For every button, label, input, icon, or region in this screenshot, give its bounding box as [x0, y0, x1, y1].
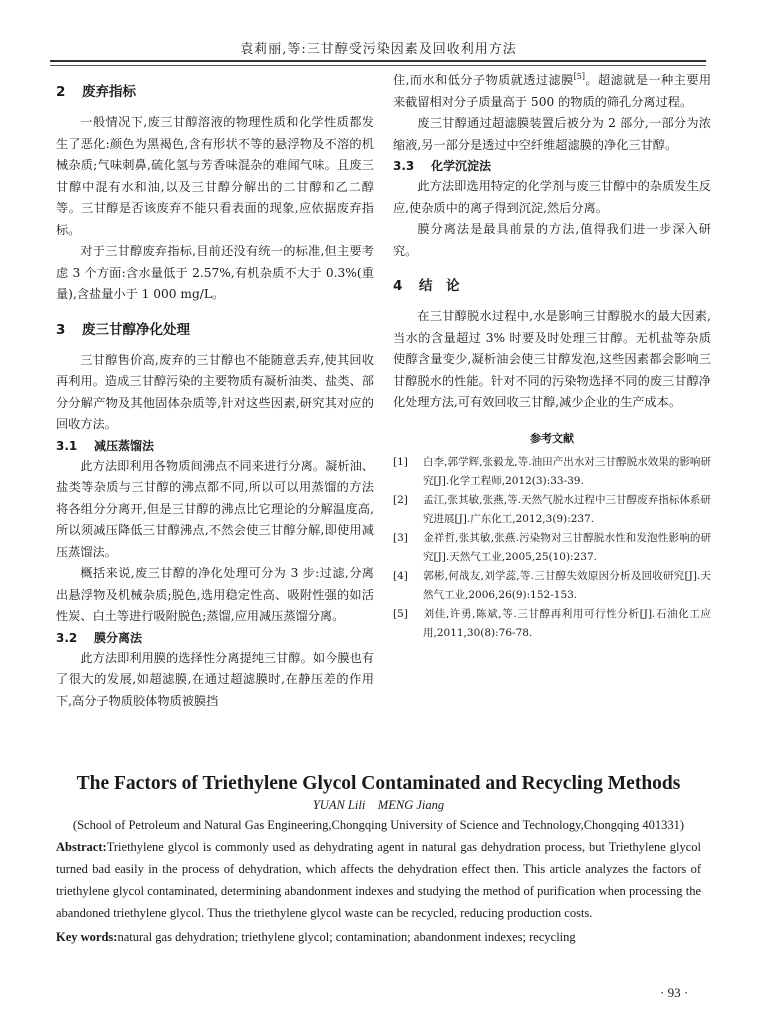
paragraph: 此方法即利用膜的选择性分离提纯三甘醇。如今膜也有了很大的发展,如超滤膜,在通过超滤膜时,在静压差的作用下,高分子物质胶体物质被膜挡: [56, 650, 374, 708]
reference-text: 郭彬,何战友,刘学蕊,等.三甘醇失效原因分析及回收研究[J].天然气工业,2006,26(9):152-153.: [423, 570, 711, 601]
section-number: 3: [56, 321, 66, 338]
reference-item: [393, 567, 711, 605]
section-title: 废三甘醇净化处理: [82, 321, 190, 338]
paragraph: 一般情况下,废三甘醇溶液的物理性质和化学性质都发生了恶化:颜色为黑褐色,含有形状不等的悬浮物及不溶的机械杂质;气味刺鼻,硫化氢与芳香味混杂的难闻气味。且废三甘醇中混有水和油,以及三甘醇分解出的二甘醇和乙二醇等。三甘醇是否该废弃不能只看表面的现象,应依据废弃指标。: [56, 115, 374, 237]
reference-number: [2]: [393, 494, 408, 506]
reference-text: 白李,郭学辉,张毅龙,等.油田产出水对三甘醇脱水效果的影响研究[J].化学工程师,2012(3):33-39.: [423, 456, 711, 487]
english-keywords: [56, 926, 701, 948]
paragraph-text: 。超滤就是一种主要用来截留相对分子质量高于 500 的物质的筛孔分离过程。: [393, 73, 712, 109]
keywords-text: natural gas dehydration; triethylene glycol; contamination; abandonment indexes; recycling: [117, 930, 576, 944]
citation: [5]: [573, 71, 586, 81]
section-number: 3.3: [393, 159, 415, 173]
section-4-heading: [393, 274, 711, 298]
english-title: The Factors of Triethylene Glycol Contaminated and Recycling Methods: [76, 773, 681, 794]
reference-text: 金祥哲,张其敏,张燕.污染物对三甘醇脱水性和发泡性影响的研究[J].天然气工业,2005,25(10):237.: [423, 532, 711, 563]
paragraph: 膜分离法是最具前景的方法,值得我们进一步深入研究。: [393, 222, 711, 258]
paragraph-continued: [393, 70, 711, 113]
section-number: 2: [56, 84, 66, 100]
reference-item: [393, 453, 711, 491]
abstract-text: Triethylene glycol is commonly used as dehydrating agent in natural gas dehydration process, but Triethylene glycol turned bad easily in the process of dehydration, which affects the dehydration effect then. This article analyzes the factors of triethylene glycol contaminated, determining abandonment indexes and studying the method of purification when processing the abandoned triethylene glycol. Thus the triethylene glycol waste can be recycled, reducing production costs.: [56, 840, 701, 920]
reference-text: 孟江,张其敏,张燕,等.天然气脱水过程中三甘醇废弃指标体系研究进展[J].广东化工,2012,3(9):237.: [423, 494, 711, 525]
section-title: 结 论: [419, 278, 460, 294]
english-authors: YUAN Lili MENG Jiang: [312, 798, 445, 812]
section-number: 3.2: [56, 630, 78, 645]
english-abstract-block: [56, 772, 701, 948]
keywords-label: Key words:: [56, 930, 118, 944]
header-rule: [50, 60, 706, 66]
reference-item: [393, 529, 711, 567]
section-title: 化学沉淀法: [431, 159, 492, 173]
reference-item: [393, 605, 711, 643]
paragraph: 三甘醇售价高,废弃的三甘醇也不能随意丢弃,使其回收再利用。造成三甘醇污染的主要物质有凝析油类、盐类、部分分解产物及其他固体杂质等,针对这些因素,研究其对应的回收方法。: [56, 352, 374, 431]
section-3-2-heading: [56, 628, 374, 648]
left-column: [56, 70, 374, 712]
section-number: 3.1: [56, 438, 78, 453]
running-head: 袁莉丽,等:三甘醇受污染因素及回收利用方法: [240, 42, 517, 57]
paragraph: 此方法即选用特定的化学剂与废三甘醇中的杂质发生反应,使杂质中的离子得到沉淀,然后分离。: [393, 179, 711, 215]
reference-number: [4]: [393, 570, 408, 582]
section-3-1-heading: [56, 436, 374, 456]
references-heading: 参考文献: [530, 431, 574, 445]
paragraph: 对于三甘醇废弃指标,目前还没有统一的标准,但主要考虑 3 个方面:含水量低于 2.57%,有机杂质不大于 0.3%(重量),含盐量小于 1 000 mg/L。: [56, 244, 374, 301]
reference-number: [3]: [393, 532, 408, 544]
right-column: [393, 70, 711, 643]
reference-number: [1]: [393, 456, 408, 468]
paragraph: 此方法即利用各物质间沸点不同来进行分离。凝析油、盐类等杂质与三甘醇的沸点都不同,所以可以用蒸馏的方法将各组分分离开,但是三甘醇的沸点比它理论的分解温度高,所以须减压降低三甘醇沸点,不然会使三甘醇分解,即使用减压蒸馏法。: [56, 458, 374, 559]
reference-text: 刘佳,许勇,陈斌,等.三甘醇再利用可行性分析[J].石油化工应用,2011,30(8):76-78.: [423, 608, 711, 639]
reference-item: [393, 491, 711, 529]
paragraph: 在三甘醇脱水过程中,水是影响三甘醇脱水的最大因素,当水的含量超过 3% 时要及时处理三甘醇。无机盐等杂质使醇含量变少,凝析油会使三甘醇发泡,这些因素都会影响三甘醇脱水的性能。针对不同的污染物选择不同的废三甘醇净化处理方法,可有效回收三甘醇,减少企业的生产成本。: [393, 309, 711, 409]
section-title: 膜分离法: [94, 630, 143, 645]
section-2-heading: [56, 80, 374, 104]
section-number: 4: [393, 278, 403, 294]
section-3-heading: [56, 318, 374, 342]
paragraph: 废三甘醇通过超滤膜装置后被分为 2 部分,一部分为浓缩液,另一部分是透过中空纤维超滤膜的净化三甘醇。: [393, 116, 711, 152]
section-3-3-heading: [393, 156, 711, 176]
section-title: 减压蒸馏法: [94, 438, 155, 453]
section-title: 废弃指标: [82, 84, 136, 100]
reference-list: [393, 453, 711, 643]
english-abstract: [56, 836, 701, 924]
paragraph: 概括来说,废三甘醇的净化处理可分为 3 步:过滤,分离出悬浮物及机械杂质;脱色,选用稳定性高、吸附性强的如活性炭、白土等进行吸附脱色;蒸馏,应用减压蒸馏分离。: [56, 566, 374, 623]
page-number: · 93 ·: [660, 985, 689, 1000]
reference-number: [5]: [393, 608, 408, 620]
paragraph-text: 住,而水和低分子物质就透过滤膜: [393, 73, 574, 87]
english-affiliation: (School of Petroleum and Natural Gas Engineering,Chongqing University of Science and Technology,Chongqing 401331): [72, 818, 685, 832]
abstract-label: Abstract:: [56, 840, 107, 854]
